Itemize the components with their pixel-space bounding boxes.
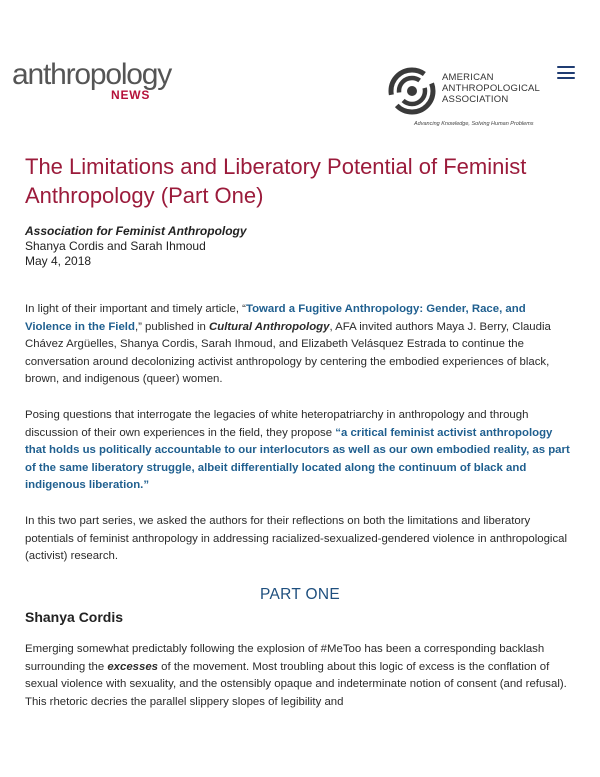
body-paragraph: Emerging somewhat predictably following the explosion of #MeToo has been a corresponding backlash surrounding the excesses of the movement. Most troubling about this logic of excess is the conflation of sexual violence with sexuality, and the ostensibly opaque and indeterminate notion of consent (and refusal). This rhetoric decries the parallel slippery slopes of legibility and (25, 643, 567, 708)
logo-news-label: NEWS (111, 88, 151, 102)
hamburger-menu-icon[interactable] (557, 66, 575, 80)
aaa-logo[interactable] (388, 66, 558, 132)
article-title: The Limitations and Liberatory Potential of Feminist Anthropology (Part One) (25, 154, 527, 208)
series-paragraph: In this two part series, we asked the authors for their reflections on both the limitations and liberatory potentials of feminist anthropology in addressing racialized-sexualized-gendered violence in anthropological (activist) research. (25, 515, 568, 563)
association-name[interactable]: Association for Feminist Anthropology (25, 224, 247, 238)
site-header (0, 0, 600, 140)
section-author: Shanya Cordis (25, 609, 124, 625)
article-authors: Shanya Cordis and Sarah Ihmoud (25, 239, 206, 253)
anthropology-news-logo[interactable] (12, 58, 192, 108)
excesses-emphasis: excesses (107, 660, 159, 673)
proposal-quote-link[interactable]: “a critical feminist activist anthropology that holds us politically accountable to our interlocutors as well as our own embodied reality, as part of the same liberatory struggle, albeit differentially located along the continuum of black and indigenous liberation.” (25, 426, 570, 492)
logo-wordmark: anthropology (12, 58, 172, 91)
intro-paragraph: In light of their important and timely article, “Toward a Fugitive Anthropology: Gender, Race, and Violence in the Field,” published in Cultural Anthropology, AFA invited authors Maya J. Berry, Claudia Chávez Argüelles, Shanya Cordis, Sarah Ihmoud, and Elizabeth Velásquez Estrada to continue the conversation around decolonizing activist anthropology by centering the embodied experiences of black, brown, and indigenous (queer) women. (25, 303, 551, 386)
article-meta (25, 224, 247, 269)
aaa-tagline: Advancing Knowledge, Solving Human Problems (414, 121, 534, 127)
aaa-swirl-icon (388, 66, 436, 116)
aaa-org-name: AMERICAN ANTHROPOLOGICAL ASSOCIATION (442, 72, 541, 105)
fugitive-anthropology-link[interactable]: Toward a Fugitive Anthropology: Gender, Race, and Violence in the Field (25, 303, 526, 333)
article-date: May 4, 2018 (25, 254, 92, 268)
part-heading: PART ONE (260, 586, 340, 603)
journal-name: Cultural Anthropology (209, 320, 330, 333)
proposal-paragraph: Posing questions that interrogate the legacies of white heteropatriarchy in anthropology and through discussion of their own experiences in the field, they propose “a critical feminist activist anthropology that holds us politically accountable to our interlocutors as well as our own embodied reality, as part of the same liberatory struggle, albeit differentially located along the continuum of black and indigenous liberation.” (25, 409, 570, 492)
